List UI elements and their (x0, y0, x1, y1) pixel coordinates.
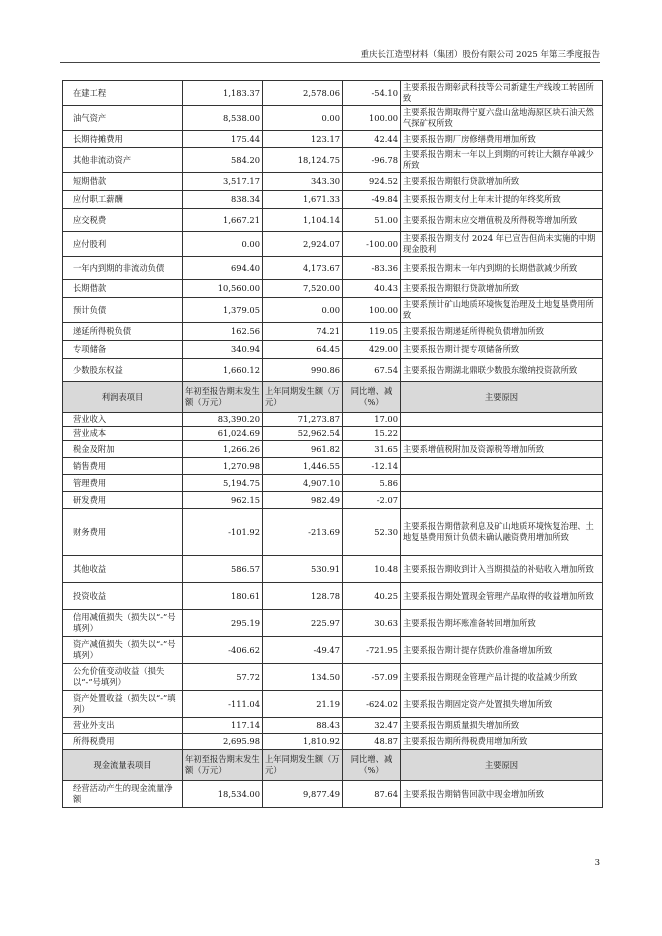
cell-reason: 主要系报告期质量损失增加所致 (401, 718, 603, 734)
cell-prior: 343.30 (263, 173, 343, 191)
table-row (63, 298, 603, 323)
cell-prior: 74.21 (263, 323, 343, 341)
cell-change: -12.14 (343, 458, 401, 475)
table-row (63, 458, 603, 475)
cell-reason (401, 492, 603, 509)
cell-change: -83.36 (343, 257, 401, 280)
cell-prior: 990.86 (263, 359, 343, 382)
cell-reason: 主要系报告期支付上年末计提的年终奖所致 (401, 191, 603, 209)
cell-reason: 主要系报告期借款利息及矿山地质环境恢复治理、土地复垦费用预计负债未确认融资费用增加所致 (401, 509, 603, 556)
table-row (63, 734, 603, 750)
cell-prior: 134.50 (263, 664, 343, 691)
table-row (63, 106, 603, 131)
cell-current: 5,194.75 (183, 475, 263, 492)
table-row (63, 341, 603, 359)
cell-prior: 225.97 (263, 610, 343, 637)
table-row (63, 664, 603, 691)
cell-reason: 主要系报告期收到计入当期损益的补贴收入增加所致 (401, 556, 603, 583)
cell-prior: 0.00 (263, 106, 343, 131)
cash-header-section (63, 750, 603, 781)
cell-prior: 18,124.75 (263, 148, 343, 173)
cell-current: -101.92 (183, 509, 263, 556)
income-header-change: 同比增、减（%） (343, 382, 401, 413)
cell-prior: 2,924.07 (263, 232, 343, 257)
cell-current: 1,270.98 (183, 458, 263, 475)
cell-current: -406.62 (183, 637, 263, 664)
cell-current: 1,266.26 (183, 441, 263, 458)
cell-change: 51.00 (343, 209, 401, 232)
cell-current: 117.14 (183, 718, 263, 734)
cell-prior: 4,907.10 (263, 475, 343, 492)
cell-prior: 0.00 (263, 298, 343, 323)
cell-change: 32.47 (343, 718, 401, 734)
table-row (63, 583, 603, 610)
cell-reason: 主要系报告期支付 2024 年已宣告但尚未实施的中期现金股利 (401, 232, 603, 257)
cell-change: -96.78 (343, 148, 401, 173)
balance-sheet-section (63, 81, 603, 382)
cell-reason: 主要系报告期末应交增值税及所得税等增加所致 (401, 209, 603, 232)
table-row (63, 81, 603, 106)
table-row (63, 781, 603, 808)
cell-item: 公允价值变动收益（损失以“-”号填列） (63, 664, 183, 691)
cell-current: 584.20 (183, 148, 263, 173)
table-row (63, 691, 603, 718)
cell-prior: 52,962.54 (263, 427, 343, 441)
cell-change: 100.00 (343, 106, 401, 131)
cell-current: 18,534.00 (183, 781, 263, 808)
cell-change: 10.48 (343, 556, 401, 583)
cell-item: 短期借款 (63, 173, 183, 191)
income-header-current: 年初至报告期末发生额（万元） (183, 382, 263, 413)
cell-change: 17.00 (343, 413, 401, 427)
cell-item: 在建工程 (63, 81, 183, 106)
cell-reason: 主要系报告期银行贷款增加所致 (401, 173, 603, 191)
cell-change: 924.52 (343, 173, 401, 191)
cell-item: 营业外支出 (63, 718, 183, 734)
cell-reason: 主要系报告期处置现金管理产品取得的收益增加所致 (401, 583, 603, 610)
cell-item: 长期待摊费用 (63, 131, 183, 148)
cell-item: 财务费用 (63, 509, 183, 556)
table-row (63, 637, 603, 664)
cash-header-item: 现金流量表项目 (63, 750, 183, 781)
cell-item: 研发费用 (63, 492, 183, 509)
cell-item: 递延所得税负债 (63, 323, 183, 341)
cell-reason (401, 427, 603, 441)
cell-item: 资产减值损失（损失以“-”号填列） (63, 637, 183, 664)
cell-prior: 961.82 (263, 441, 343, 458)
cell-current: 175.44 (183, 131, 263, 148)
cell-current: 838.34 (183, 191, 263, 209)
cell-prior: 7,520.00 (263, 280, 343, 298)
cell-current: 10,560.00 (183, 280, 263, 298)
cell-prior: -49.47 (263, 637, 343, 664)
cell-reason: 主要系报告期厂房修缮费用增加所致 (401, 131, 603, 148)
cell-current: 83,390.20 (183, 413, 263, 427)
cell-current: 8,538.00 (183, 106, 263, 131)
table-row (63, 492, 603, 509)
cell-reason: 主要系报告期所得税费用增加所致 (401, 734, 603, 750)
cell-change: 48.87 (343, 734, 401, 750)
cell-reason: 主要系报告期固定资产处置损失增加所致 (401, 691, 603, 718)
table-row (63, 718, 603, 734)
cell-change: -57.09 (343, 664, 401, 691)
income-header-reason: 主要原因 (401, 382, 603, 413)
cell-prior: 123.17 (263, 131, 343, 148)
cell-prior: 1,810.92 (263, 734, 343, 750)
cell-current: 0.00 (183, 232, 263, 257)
cell-item: 应付股利 (63, 232, 183, 257)
table-row (63, 232, 603, 257)
cell-item: 应付职工薪酬 (63, 191, 183, 209)
page-number: 3 (594, 858, 600, 868)
cell-current: -111.04 (183, 691, 263, 718)
table-row (63, 209, 603, 232)
cell-item: 经营活动产生的现金流量净额 (63, 781, 183, 808)
cell-item: 所得税费用 (63, 734, 183, 750)
cell-change: 5.86 (343, 475, 401, 492)
table-row (63, 359, 603, 382)
income-header-item: 利润表项目 (63, 382, 183, 413)
cash-flow-section (63, 781, 603, 808)
income-header-prior: 上年同期发生额（万元） (263, 382, 343, 413)
cell-current: 162.56 (183, 323, 263, 341)
cell-prior: 71,273.87 (263, 413, 343, 427)
cell-reason: 主要系报告期彰武科技等公司新建生产线竣工转固所致 (401, 81, 603, 106)
cell-prior: 1,104.14 (263, 209, 343, 232)
cell-current: 586.57 (183, 556, 263, 583)
table-row (63, 413, 603, 427)
cell-change: 119.05 (343, 323, 401, 341)
cell-item: 一年内到期的非流动负债 (63, 257, 183, 280)
table-row (63, 441, 603, 458)
financial-change-table (62, 80, 603, 808)
cell-reason: 主要系报告期计提存货跌价准备增加所致 (401, 637, 603, 664)
cell-prior: 982.49 (263, 492, 343, 509)
cell-item: 专项储备 (63, 341, 183, 359)
cell-reason: 主要系预计矿山地质环境恢复治理及土地复垦费用所致 (401, 298, 603, 323)
cell-reason: 主要系报告期销售回款中现金增加所致 (401, 781, 603, 808)
cell-reason: 主要系报告期坏账准备转回增加所致 (401, 610, 603, 637)
cell-item: 少数股东权益 (63, 359, 183, 382)
table-row (63, 323, 603, 341)
cell-prior: 9,877.49 (263, 781, 343, 808)
cell-change: 87.64 (343, 781, 401, 808)
cell-change: -54.10 (343, 81, 401, 106)
cell-current: 295.19 (183, 610, 263, 637)
cell-change: -2.07 (343, 492, 401, 509)
cell-prior: 88.43 (263, 718, 343, 734)
table-row (63, 191, 603, 209)
cell-item: 销售费用 (63, 458, 183, 475)
cell-item: 其他非流动资产 (63, 148, 183, 173)
cell-reason (401, 475, 603, 492)
cell-current: 694.40 (183, 257, 263, 280)
cell-change: 52.30 (343, 509, 401, 556)
cell-item: 营业收入 (63, 413, 183, 427)
cell-reason: 主要系报告期末一年以上到期的可转让大额存单减少所致 (401, 148, 603, 173)
cell-item: 资产处置收益（损失以“-”填列） (63, 691, 183, 718)
cell-change: 30.63 (343, 610, 401, 637)
cash-header-prior: 上年同期发生额（万元） (263, 750, 343, 781)
cell-change: 15.22 (343, 427, 401, 441)
cell-current: 2,695.98 (183, 734, 263, 750)
cell-current: 1,183.37 (183, 81, 263, 106)
cell-change: 31.65 (343, 441, 401, 458)
cell-reason: 主要系报告期计提专项储备所致 (401, 341, 603, 359)
table-row (63, 280, 603, 298)
cell-reason: 主要系报告期递延所得税负债增加所致 (401, 323, 603, 341)
cell-current: 3,517.17 (183, 173, 263, 191)
cell-current: 340.94 (183, 341, 263, 359)
cell-current: 1,660.12 (183, 359, 263, 382)
cash-header-row (63, 750, 603, 781)
cell-change: -100.00 (343, 232, 401, 257)
cell-prior: -213.69 (263, 509, 343, 556)
cell-current: 180.61 (183, 583, 263, 610)
table-row (63, 131, 603, 148)
cell-current: 1,379.05 (183, 298, 263, 323)
cell-change: -624.02 (343, 691, 401, 718)
cell-change: 40.25 (343, 583, 401, 610)
cell-item: 税金及附加 (63, 441, 183, 458)
cell-reason: 主要系报告期湖北鼎联少数股东缴纳投资款所致 (401, 359, 603, 382)
table-row (63, 610, 603, 637)
income-header-row (63, 382, 603, 413)
cell-prior: 64.45 (263, 341, 343, 359)
cell-item: 营业成本 (63, 427, 183, 441)
cell-item: 油气资产 (63, 106, 183, 131)
cell-item: 管理费用 (63, 475, 183, 492)
table-row (63, 148, 603, 173)
cell-change: 67.54 (343, 359, 401, 382)
cell-reason: 主要系报告期末一年内到期的长期借款减少所致 (401, 257, 603, 280)
cell-reason (401, 458, 603, 475)
cell-change: 429.00 (343, 341, 401, 359)
cell-item: 投资收益 (63, 583, 183, 610)
cell-current: 57.72 (183, 664, 263, 691)
table-row (63, 173, 603, 191)
table-row (63, 556, 603, 583)
cell-prior: 4,173.67 (263, 257, 343, 280)
report-header: 重庆长江造型材料（集团）股份有限公司 2025 年第三季度报告 (60, 48, 600, 63)
table-row (63, 427, 603, 441)
cell-item: 预计负债 (63, 298, 183, 323)
cash-header-reason: 主要原因 (401, 750, 603, 781)
table-row (63, 475, 603, 492)
cell-prior: 1,671.33 (263, 191, 343, 209)
cell-change: 40.43 (343, 280, 401, 298)
cell-item: 信用减值损失（损失以“-”号填列） (63, 610, 183, 637)
cell-prior: 128.78 (263, 583, 343, 610)
cell-reason: 主要系报告期现金管理产品计提的收益减少所致 (401, 664, 603, 691)
cell-prior: 21.19 (263, 691, 343, 718)
cell-item: 长期借款 (63, 280, 183, 298)
cell-prior: 530.91 (263, 556, 343, 583)
income-header-section (63, 382, 603, 413)
cell-item: 其他收益 (63, 556, 183, 583)
income-statement-section (63, 413, 603, 750)
cash-header-current: 年初至报告期末发生额（万元） (183, 750, 263, 781)
cell-item: 应交税费 (63, 209, 183, 232)
table-row (63, 257, 603, 280)
cell-current: 962.15 (183, 492, 263, 509)
cell-reason: 主要系报告期取得宁夏六盘山盆地海原区块石油天然气探矿权所致 (401, 106, 603, 131)
cell-reason (401, 413, 603, 427)
cell-change: -49.84 (343, 191, 401, 209)
cash-header-change: 同比增、减（%） (343, 750, 401, 781)
cell-prior: 2,578.06 (263, 81, 343, 106)
cell-change: 100.00 (343, 298, 401, 323)
cell-reason: 主要系报告期银行贷款增加所致 (401, 280, 603, 298)
cell-change: 42.44 (343, 131, 401, 148)
cell-reason: 主要系增值税附加及资源税等增加所致 (401, 441, 603, 458)
cell-current: 61,024.69 (183, 427, 263, 441)
table-row (63, 509, 603, 556)
cell-prior: 1,446.55 (263, 458, 343, 475)
cell-current: 1,667.21 (183, 209, 263, 232)
cell-change: -721.95 (343, 637, 401, 664)
